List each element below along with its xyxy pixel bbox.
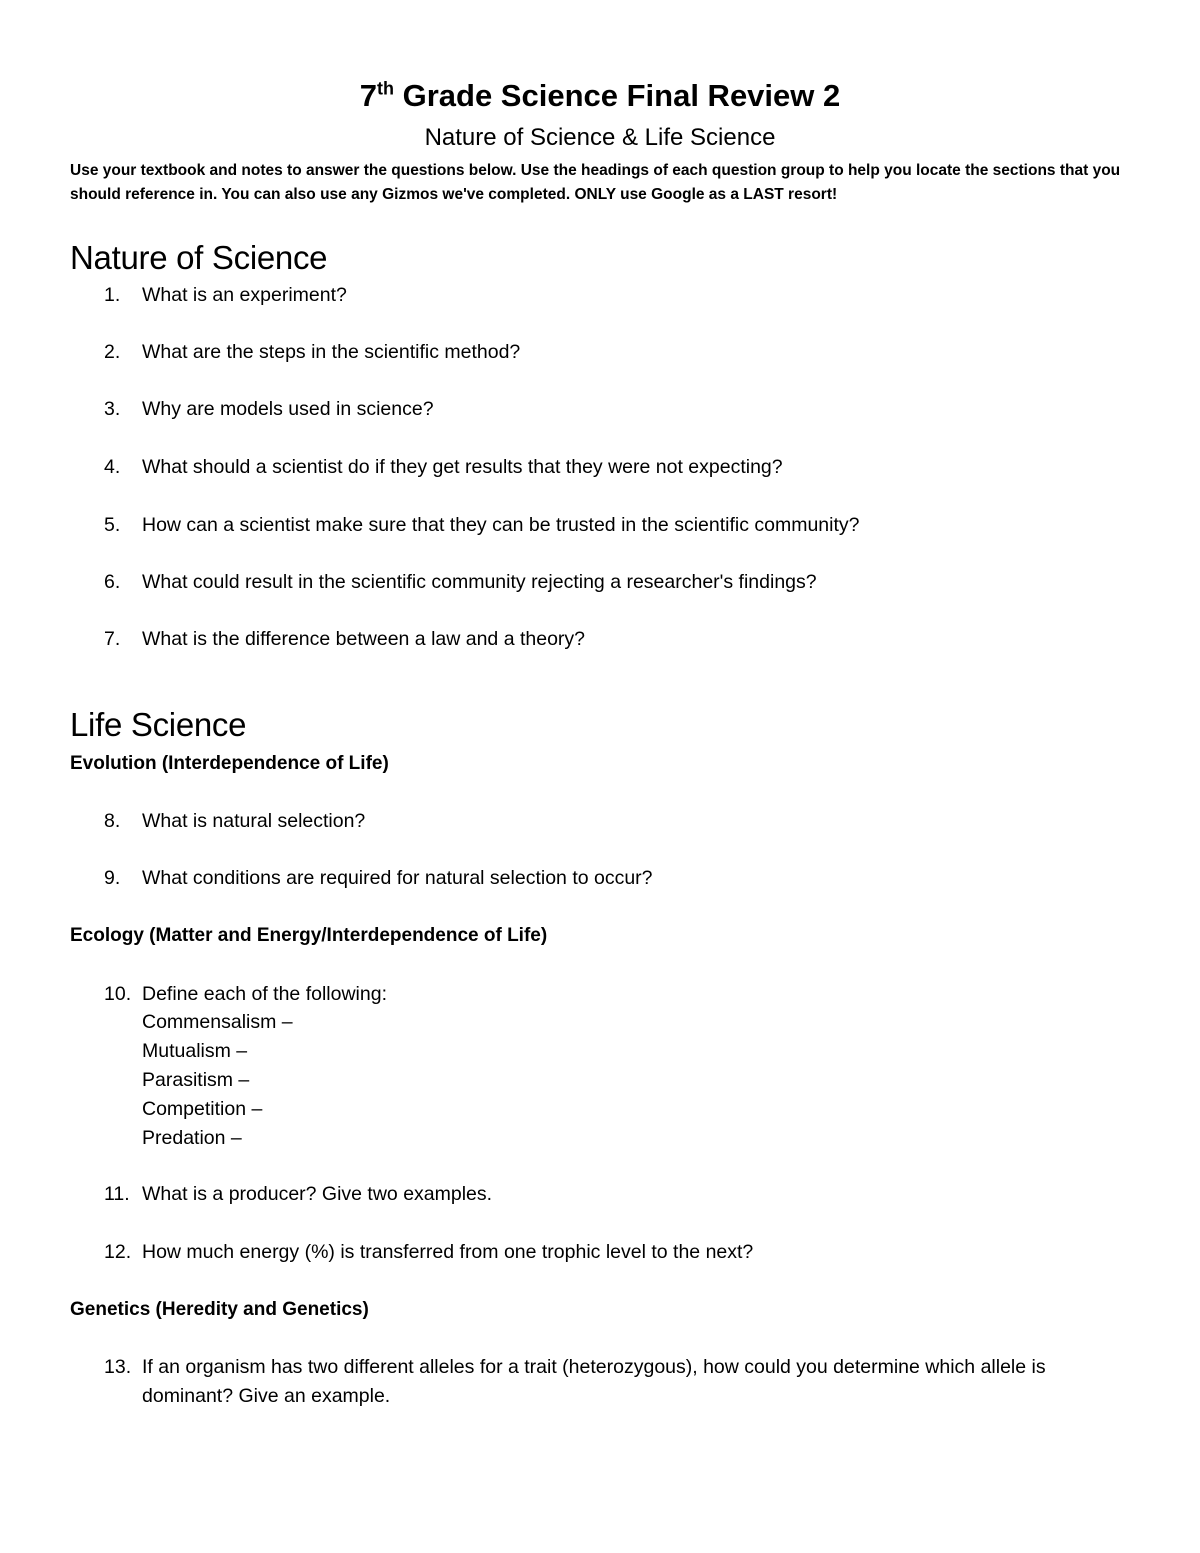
question-number: 9. [104,867,121,889]
definition-mutualism: Mutualism – [142,1040,248,1062]
subheading-evolution: Evolution (Interdependence of Life) [70,753,389,774]
title-superscript: th [376,78,394,99]
page-subtitle: Nature of Science & Life Science [424,124,776,151]
page-title [0,76,1200,116]
question-1 [104,281,1134,310]
question-text: What could result in the scientific community rejecting a researcher's findings? [142,571,817,593]
question-2 [104,338,1134,367]
definition-commensalism: Commensalism – [142,1011,293,1033]
question-number: 5. [104,514,121,536]
question-number: 1. [104,284,121,306]
instructions: Use your textbook and notes to answer the questions below. Use the headings of each question group to help you locate the sections that you should reference in. You can also use any Gizmos we've completed. ONLY use Google as a LAST resort! [70,162,1121,203]
definition-predation: Predation – [142,1127,242,1149]
question-number: 6. [104,571,121,593]
question-text: What is the difference between a law and a theory? [142,628,585,650]
question-5 [104,511,1134,540]
question-text: What should a scientist do if they get results that they were not expecting? [142,456,783,478]
question-11 [104,1180,1134,1209]
question-12 [104,1238,1134,1267]
question-text: What is a producer? Give two examples. [142,1183,493,1205]
question-10 [104,980,1134,1009]
definition-parasitism: Parasitism – [142,1069,250,1091]
question-text: If an organism has two different alleles for a trait (heterozygous), how could you determine which allele is dominant? Give an example. [142,1356,1046,1407]
question-8 [104,807,1134,836]
definition-competition: Competition – [142,1098,263,1120]
subheading-ecology: Ecology (Matter and Energy/Interdependence of Life) [70,925,548,946]
question-number: 10. [104,983,132,1005]
question-text: How can a scientist make sure that they can be trusted in the scientific community? [142,514,860,536]
question-number: 7. [104,628,121,650]
question-4 [104,453,1134,482]
question-number: 3. [104,398,121,420]
question-text: Why are models used in science? [142,398,434,420]
question-number: 2. [104,341,121,363]
question-text: What is natural selection? [142,810,366,832]
question-text: What are the steps in the scientific method? [142,341,521,363]
section-heading-life-science: Life Science [70,706,247,743]
question-9 [104,864,1134,893]
question-number: 4. [104,456,121,478]
title-text: Grade Science Final Review 2 [393,78,841,113]
question-3 [104,395,1134,424]
section-heading-nature-of-science: Nature of Science [70,239,328,276]
question-number: 11. [104,1183,130,1205]
title-number: 7 [359,78,377,113]
question-text: How much energy (%) is transferred from one trophic level to the next? [142,1241,754,1263]
question-text: Define each of the following: [142,983,387,1005]
question-13 [104,1353,1134,1411]
question-7 [104,625,1134,654]
question-number: 8. [104,810,121,832]
question-text: What is an experiment? [142,284,347,306]
question-text: What conditions are required for natural selection to occur? [142,867,653,889]
subheading-genetics: Genetics (Heredity and Genetics) [70,1299,369,1320]
question-number: 12. [104,1241,132,1263]
question-number: 13. [104,1356,132,1378]
question-6 [104,568,1134,597]
definition-list [142,1008,293,1153]
